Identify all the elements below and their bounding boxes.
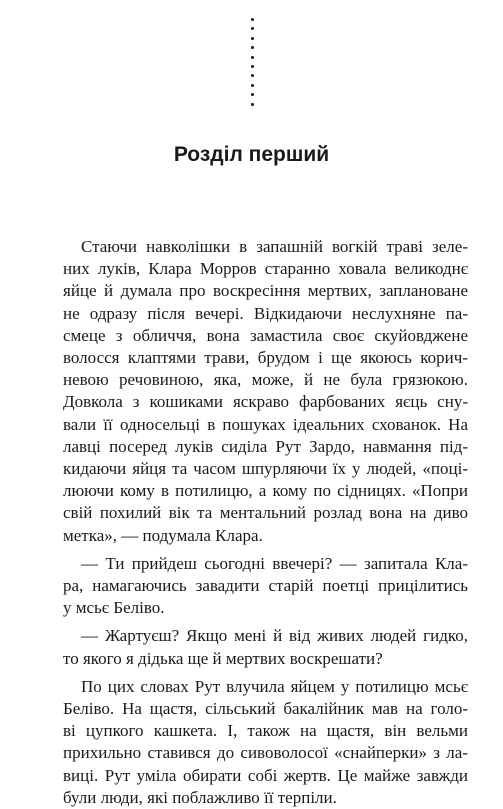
text-line: ра, намагаючись завадити старій поетці прицілитись — [63, 576, 468, 596]
decorative-dotted-line — [251, 18, 254, 112]
paragraph — [63, 676, 468, 809]
paragraph — [63, 625, 468, 669]
text-line: то якого я дідька ще й мертвих воскрешати? — [63, 648, 383, 668]
text-line: волосся клаптями трави, брудом і ще якоюсь корич- — [63, 348, 468, 368]
dot — [251, 84, 254, 87]
text-line: метка», — подумала Клара. — [63, 525, 263, 545]
text-line: кидаючи яйця та часом шпурляючи їх у людей, «поці- — [63, 459, 468, 479]
text-line: прихильно ставився до сивоволосої «снайперки» з ла- — [63, 743, 468, 763]
dot — [251, 93, 254, 96]
text-line: — Жартуєш? Якщо мені й від живих людей гидко, — [81, 626, 468, 646]
text-line: люючи кому в потилицю, а кому по сідницях. «Попри — [63, 481, 468, 501]
text-line: виці. Рут уміла обирати собі жертв. Це майже завжди — [63, 765, 468, 785]
dot — [251, 46, 254, 49]
paragraph — [63, 236, 468, 547]
text-line: лавці посеред луків сиділа Рут Зардо, навмання під- — [63, 436, 468, 456]
chapter-title: Розділ перший — [173, 143, 330, 166]
text-line: яйце й думала про воскресіння мертвих, заплановане — [63, 281, 468, 301]
dot — [251, 56, 254, 59]
text-line: були люди, які поблажливо її терпіли. — [63, 787, 337, 807]
text-line: них луків, Клара Морров старанно ховала великоднє — [63, 259, 468, 279]
dot — [251, 18, 254, 21]
text-line: Стаючи навколішки в запашній вогкій траві зеле- — [81, 237, 468, 256]
dot — [251, 103, 254, 106]
text-line: смеце з обличчя, вона замастила своє скуйовджене — [63, 325, 468, 345]
text-line: невою речовиною, яка, може, й не була грязюкою. — [63, 370, 468, 390]
text-line: вали її односельці в пошуках ідеальних схованок. На — [63, 414, 468, 434]
text-line: По цих словах Рут влучила яйцем у потилицю мсьє — [81, 676, 468, 696]
text-line: не одразу після вечері. Відкидаючи неслухняне па- — [63, 303, 468, 323]
text-line: у мсьє Беліво. — [63, 598, 165, 618]
text-line: — Ти прийдеш сьогодні ввечері? — запитала Кла- — [81, 553, 468, 573]
paragraph — [63, 553, 468, 620]
text-line: Довкола з кошиками яскраво фарбованих яєць сну- — [63, 392, 468, 412]
text-line: свій похилий вік та ментальний розлад вона на диво — [63, 503, 468, 523]
dot — [251, 74, 254, 77]
dot — [251, 65, 254, 68]
dot — [251, 37, 254, 40]
text-line: Беліво. На щастя, сільський бакалійник мав на голо- — [63, 699, 468, 719]
chapter-body — [63, 236, 468, 809]
text-line: ві цупкого кашкета. І, також на щастя, він вельми — [63, 721, 468, 741]
dot — [251, 27, 254, 30]
